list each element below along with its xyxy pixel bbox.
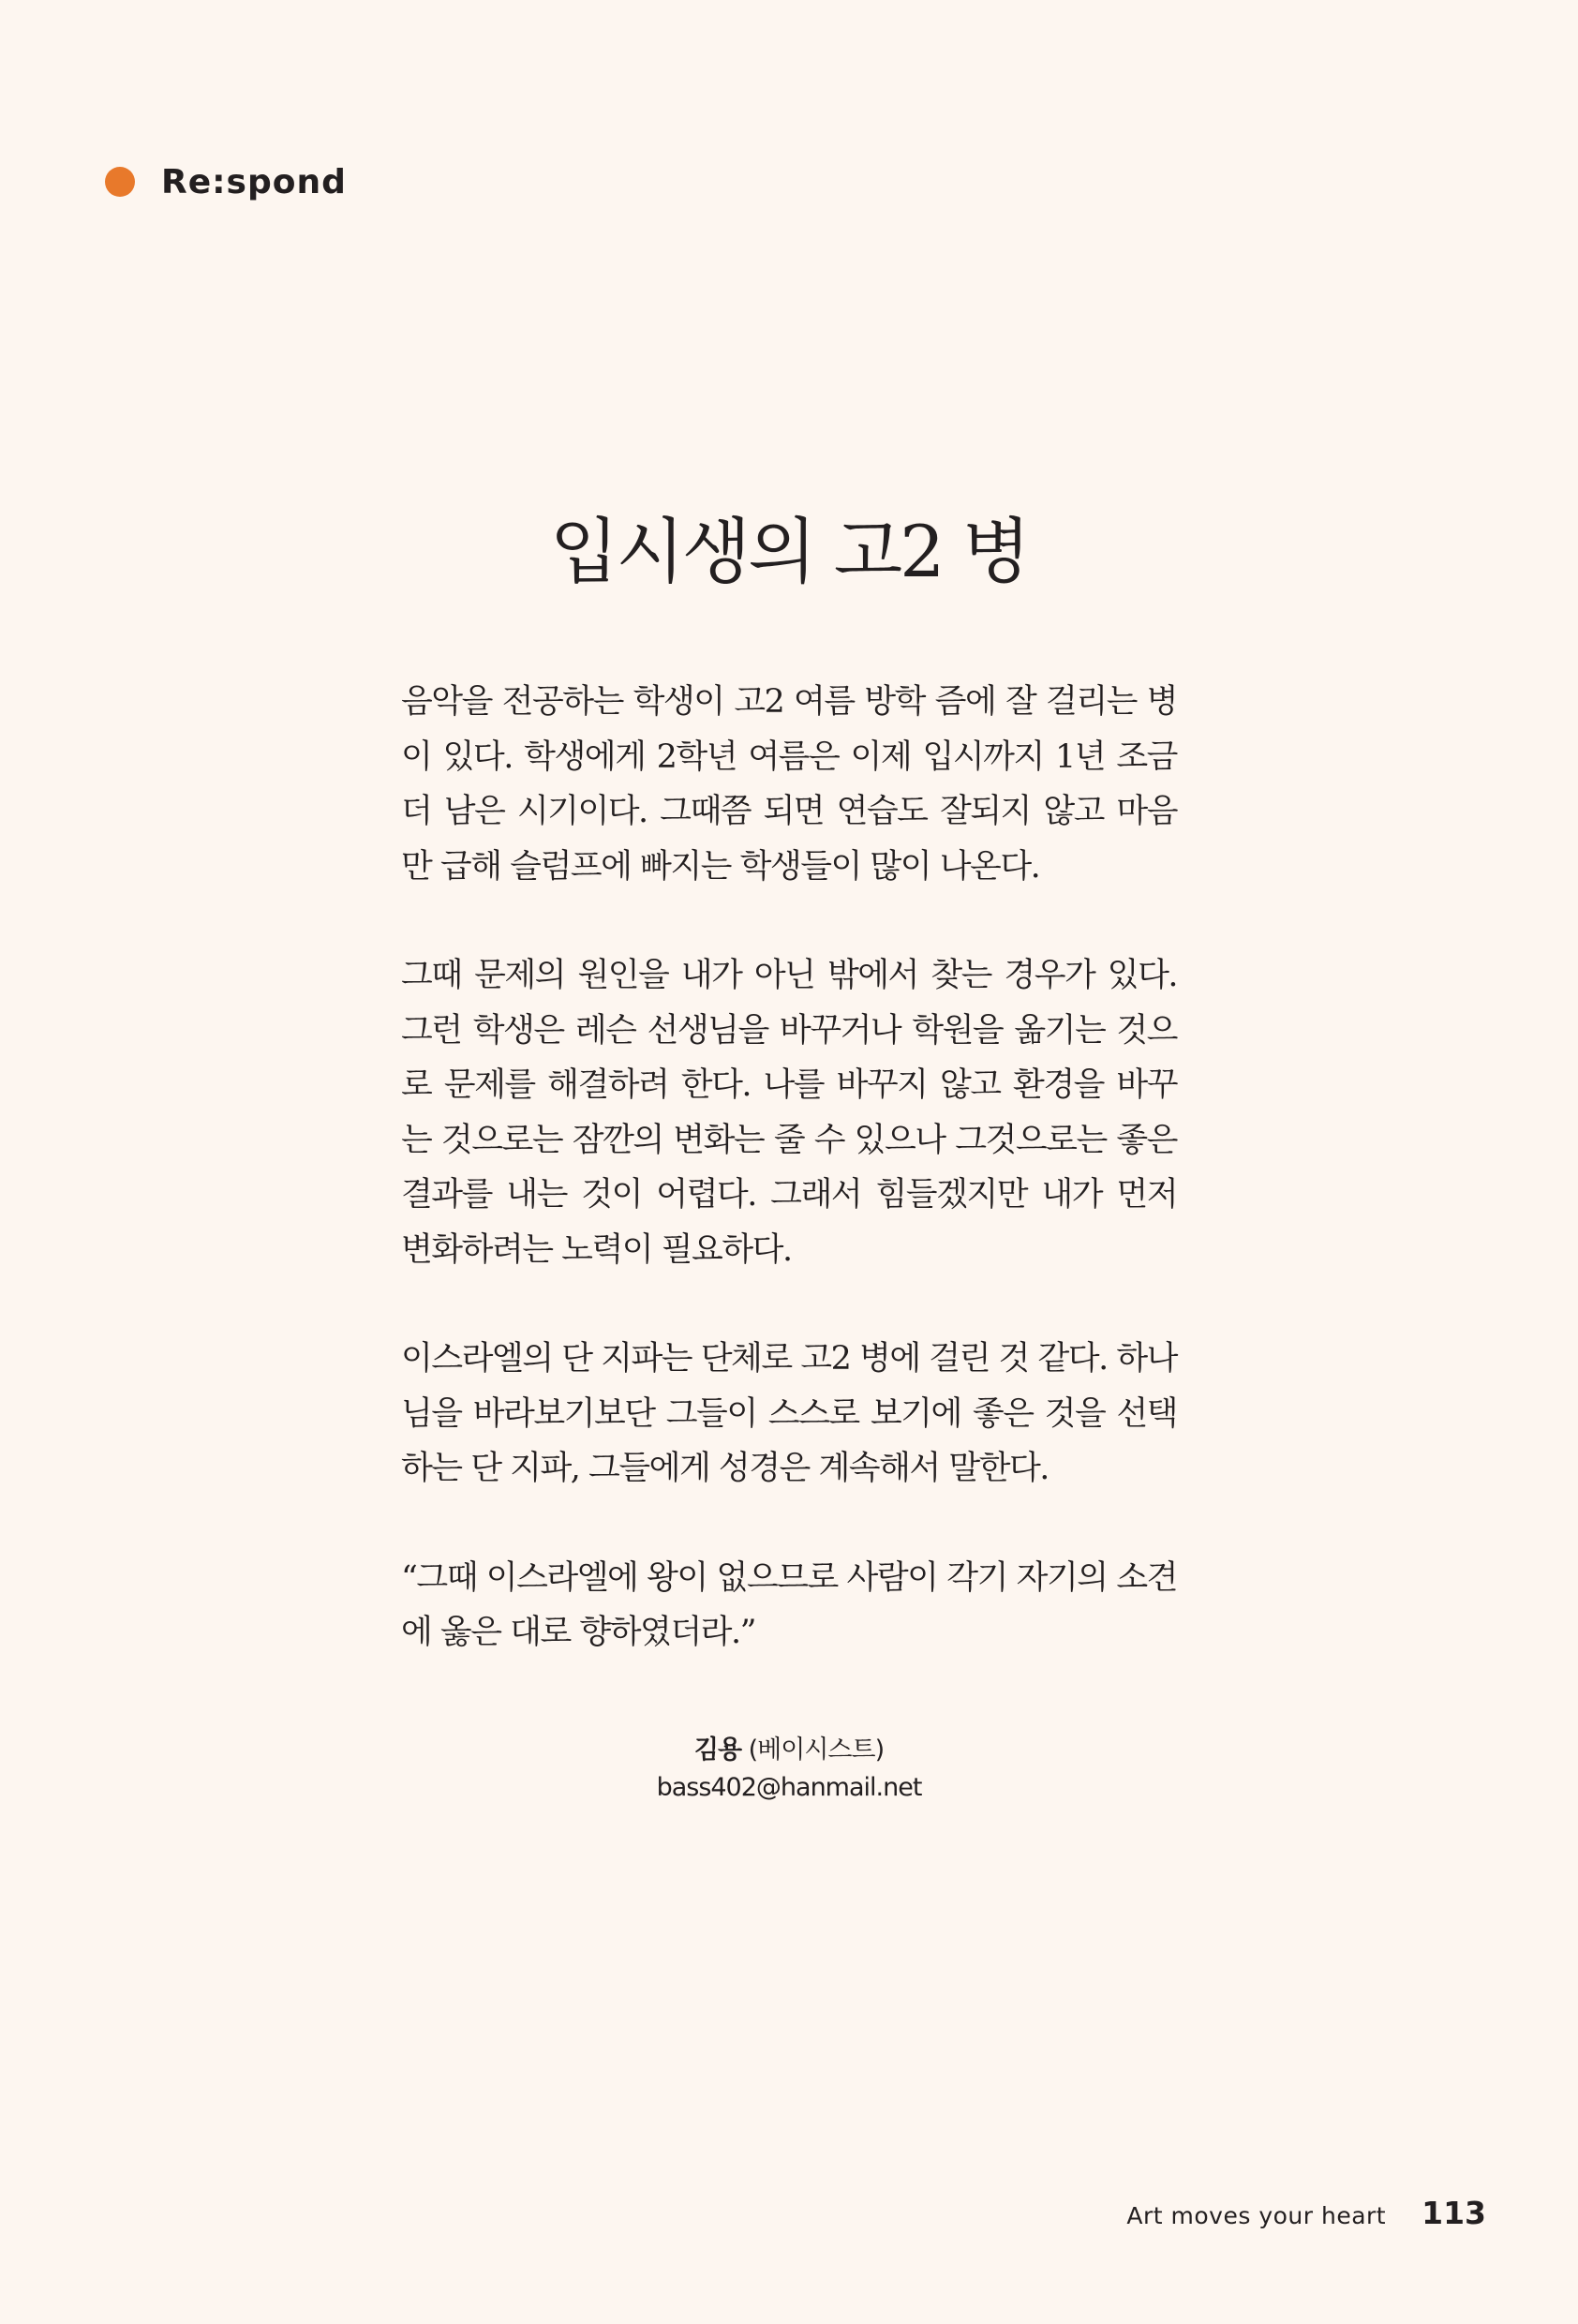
article-title: 입시생의 고2 병 xyxy=(549,510,1029,593)
page-footer xyxy=(1126,2195,1486,2231)
author-credit xyxy=(0,1732,1578,1769)
paragraph: 음악을 전공하는 학생이 고2 여름 방학 즘에 잘 걸리는 병이 있다. 학생에게 2학년 여름은 이제 입시까지 1년 조금 더 남은 시기이다. 그때쯤 되면 연습도 잘되지 않고 마음만 급해 슬럼프에 빠지는 학생들이 많이 나온다. xyxy=(401,683,1177,886)
author-role: (베이시스트) xyxy=(748,1736,885,1765)
section-label: Re:spond xyxy=(161,162,347,201)
page-number: 113 xyxy=(1422,2195,1486,2231)
article-body xyxy=(401,675,1177,1715)
paragraph: 이스라엘의 단 지파는 단체로 고2 병에 걸린 것 같다. 하나님을 바라보기보단 그들이 스스로 보기에 좋은 것을 선택하는 단 지파, 그들에게 성경은 계속해서 말한다. xyxy=(401,1340,1177,1487)
paragraph: 그때 문제의 원인을 내가 아닌 밖에서 찾는 경우가 있다. 그런 학생은 레슨 선생님을 바꾸거나 학원을 옮기는 것으로 문제를 해결하려 한다. 나를 바꾸지 않고 환경을 바꾸는 것으로는 잠깐의 변화는 줄 수 있으나 그것으로는 좋은 결과를 내는 것이 어렵다. 그래서 힘들겠지만 내가 먼저 변화하려는 노력이 필요하다. xyxy=(401,957,1177,1269)
orange-dot-icon xyxy=(105,167,135,197)
footer-tagline: Art moves your heart xyxy=(1126,2202,1387,2229)
section-tag xyxy=(105,157,347,206)
quote-paragraph: “그때 이스라엘에 왕이 없으므로 사람이 각기 자기의 소견에 옳은 대로 향하였더라.” xyxy=(401,1558,1177,1651)
author-name: 김용 xyxy=(693,1736,742,1765)
author-email: bass402@hanmail.net xyxy=(656,1773,922,1802)
author-block xyxy=(0,1732,1578,1807)
